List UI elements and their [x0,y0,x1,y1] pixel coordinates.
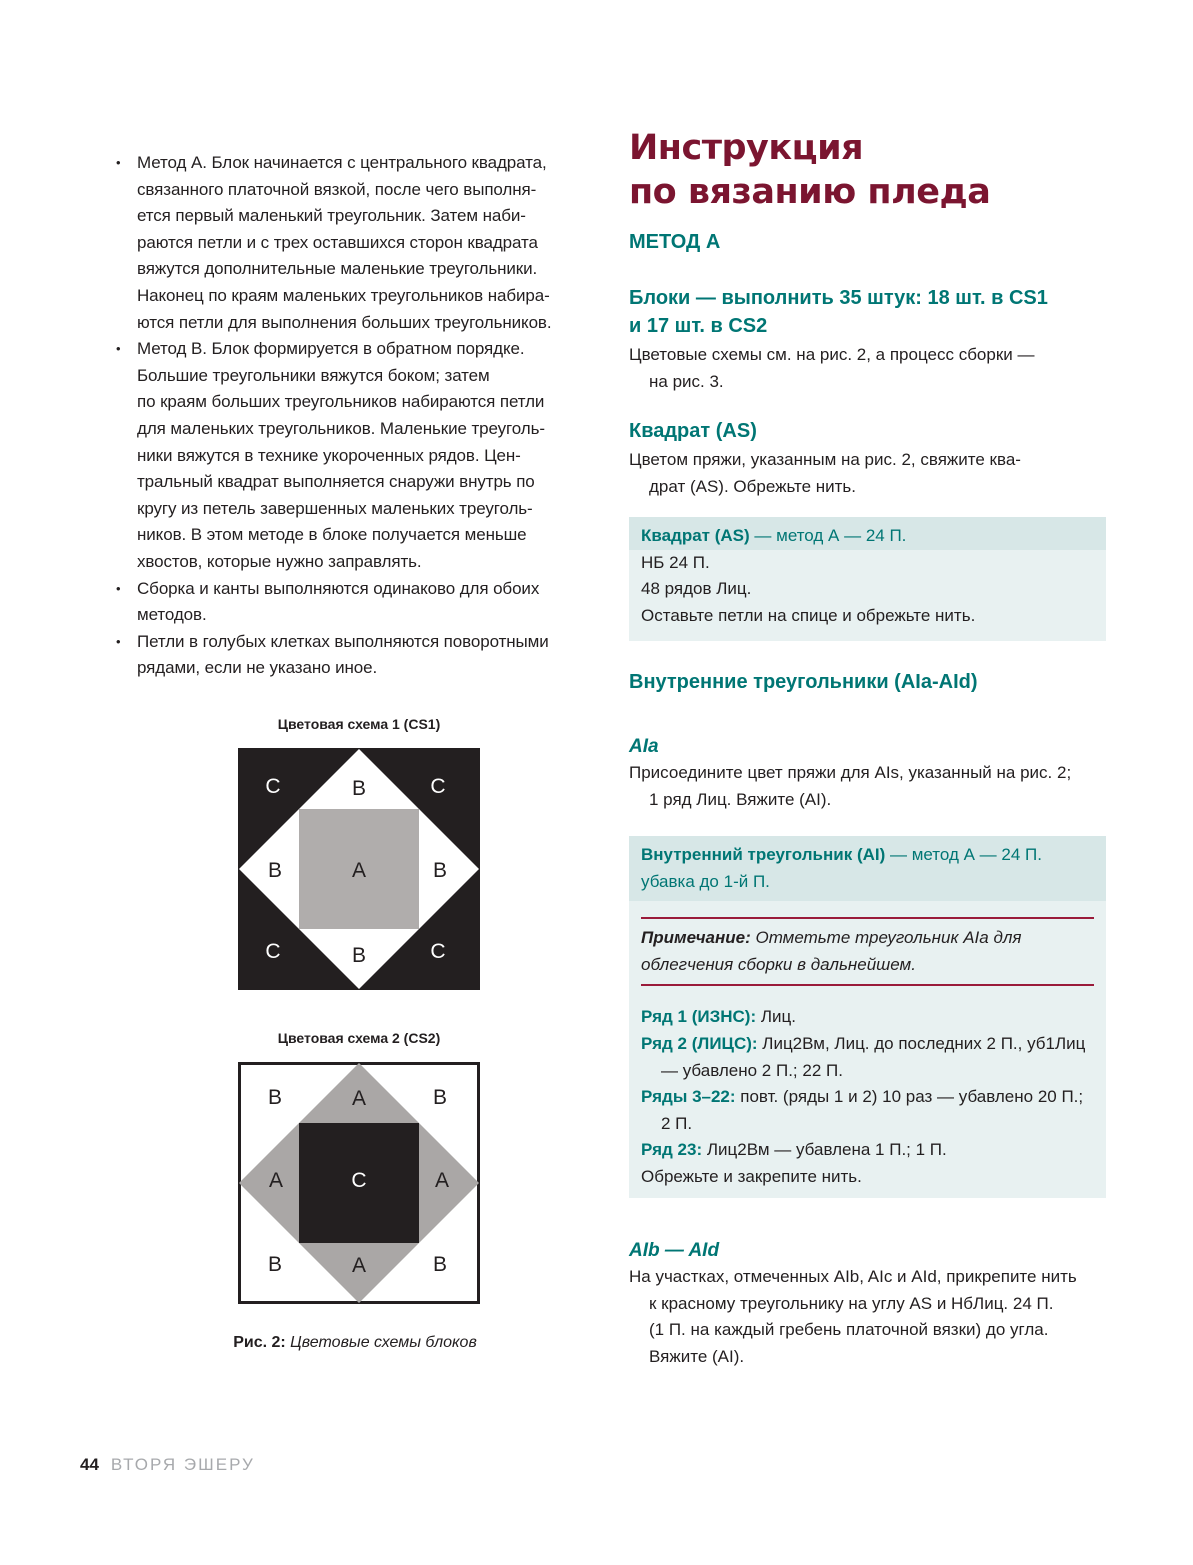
corner-label: B [267,1253,283,1276]
text-line: драт (AS). Обрежьте нить. [649,476,857,496]
page-title [629,126,1109,214]
edge-label: B [267,859,283,882]
note-block [641,917,1094,986]
center-label: A [351,859,367,882]
corner-label: B [267,1086,283,1109]
row-text: Лиц2Вм, Лиц. до последних 2 П., уб1Лиц — убавлено 2 П.; 22 П. [661,1033,1086,1080]
row-label: Ряды 3–22: [641,1087,736,1107]
bullet-method-a [114,150,604,336]
color-scheme-1-diagram [238,748,480,990]
box-header [629,517,1106,550]
text-line: • Сборка и канты выполняются одинаково для обоих [137,578,540,598]
text-line: хвостов, которые нужно заправлять. [137,551,422,571]
box-body [629,550,1106,630]
bullet-assembly [114,576,604,629]
corner-label: C [430,775,446,798]
text-line: 1 ряд Лиц. Вяжите (AI). [649,789,832,809]
row-label: Ряд 23: [641,1140,703,1160]
row-text: Лиц2Вм — убавлена 1 П.; 1 П. [702,1140,947,1160]
box-header-bold: Внутренний треугольник (AI) [641,845,886,864]
bullet-method-b [114,336,604,575]
text-line: Вяжите (AI). [649,1346,745,1366]
bullet-blue-cells [114,629,604,682]
figure-2-title: Цветовая схема 2 (CS2) [277,1030,441,1046]
instruction-line: Оставьте петли на спице и обрежьте нить. [641,605,976,625]
text-line: на рис. 3. [649,371,724,391]
blocks-heading: Блоки — выполнить 35 штук: 18 шт. в CS1 [629,287,1048,309]
note-text: Отметьте треугольник AIa для [750,928,1022,948]
center-label: C [351,1169,367,1192]
inner-triangles-heading: Внутренние треугольники (AIa-AId) [629,671,978,693]
text-line: На участках, отмеченных AIb, AIc и AId, прикрепите нить [629,1267,1077,1286]
text-line: Цветовые схемы см. на рис. 2, а процесс сборки — [629,345,1035,364]
text-line: к красному треугольнику на углу AS и НбЛиц. 24 П. [649,1293,1054,1313]
page-number: 44 [80,1455,99,1474]
text-line: связанного платочной вязкой, после чего выполня- [137,179,537,199]
text-line: рядами, если не указано иное. [137,658,378,678]
text-line: ников. В этом методе в блоке получается меньше [137,525,527,545]
color-scheme-1 [238,748,480,990]
text-line: тральный квадрат выполняется снаружи внутрь по [137,472,535,492]
corner-label: C [265,940,281,963]
color-scheme-2 [238,1062,480,1304]
edge-label: A [351,1087,367,1110]
row-label: Ряд 2 (ЛИЦС): [641,1033,758,1053]
instruction-line: Обрежьте и закрепите нить. [641,1166,862,1186]
aia-heading: AIa [629,736,659,757]
corner-label: B [432,1086,448,1109]
text-line: по краям больших треугольников набираются петли [137,392,545,412]
aib-section [629,1240,1109,1370]
box-header [629,836,1106,901]
text-line: • Метод А. Блок начинается с центрального квадрата, [137,153,547,172]
row-instruction [641,1004,1094,1031]
blocks-heading: и 17 шт. в CS2 [629,315,768,337]
row-label: Ряд 1 (ИЗНС): [641,1007,757,1027]
caption-label: Рис. 2: [233,1334,286,1351]
text-line: Присоедините цвет пряжи для AIs, указанный на рис. 2; [629,763,1072,782]
title-line: Инструкция [629,128,864,168]
left-column [114,150,604,682]
figure-caption [160,1334,550,1352]
corner-label: B [432,1253,448,1276]
square-instructions-box [629,517,1106,641]
figure-1-title: Цветовая схема 1 (CS1) [277,716,441,732]
edge-label: A [268,1169,284,1192]
square-heading: Квадрат (AS) [629,420,757,442]
text-line: методов. [137,605,207,625]
corner-label: C [430,940,446,963]
text-line: кругу из петель завершенных маленьких треуголь- [137,498,533,518]
edge-label: B [432,859,448,882]
edge-label: A [351,1254,367,1277]
book-title: ВТОРЯ ЭШЕРУ [110,1455,255,1474]
row-text: повт. (ряды 1 и 2) 10 раз — убавлено 20 П.; 2 П. [661,1087,1084,1133]
text-line: • Метод В. Блок формируется в обратном порядке. [137,339,525,359]
instruction-line: 48 рядов Лиц. [641,579,752,599]
method-heading: МЕТОД А [629,231,721,253]
text-line: Наконец по краям маленьких треугольников набира- [137,285,550,305]
instruction-line: НБ 24 П. [641,552,710,572]
edge-label: A [434,1169,450,1192]
aib-text [629,1264,1109,1370]
note-label: Примечание: [641,928,751,948]
blocks-text [629,342,1109,395]
inner-triangle-box [629,836,1106,1198]
right-column [629,126,1109,1366]
box-header-bold: Квадрат (AS) [641,526,750,545]
text-line: для маленьких треугольников. Маленькие треуголь- [137,418,545,438]
row-instruction [641,1137,1094,1164]
square-text [629,447,1109,500]
text-line: • Петли в голубых клетках выполняются поворотными [137,631,549,651]
caption-text: Цветовые схемы блоков [290,1334,477,1351]
page-footer [80,1455,255,1475]
text-line: раются петли и с трех оставшихся сторон квадрата [137,232,538,252]
text-line: Большие треугольники вяжутся боком; затем [137,365,490,385]
text-line: (1 П. на каждый гребень платочной вязки) до угла. [649,1320,1049,1340]
method-notes-list [114,150,604,682]
note-text: облегчения сборки в дальнейшем. [641,954,916,974]
row-instruction [641,1031,1094,1084]
row-instruction [641,1084,1094,1137]
box-header-rest: — метод А — 24 П. [885,845,1042,864]
text-line: ются петли для выполнения больших треугольников. [137,312,552,332]
row-text: Лиц. [756,1007,796,1027]
blocks-section [629,284,1109,395]
box-header-line2: убавка до 1-й П. [641,871,770,891]
rows-list [629,1004,1106,1190]
edge-label: B [351,777,367,800]
square-section [629,417,1109,500]
text-line: Цветом пряжи, указанным на рис. 2, свяжите ква- [629,450,1021,469]
corner-label: C [265,775,281,798]
aia-text [629,760,1109,813]
edge-label: B [351,944,367,967]
text-line: ники вяжутся в технике укороченных рядов. Цен- [137,445,521,465]
aib-heading: AIb — AId [629,1240,720,1261]
box-header-rest: — метод А — 24 П. [749,526,907,545]
color-scheme-2-diagram [238,1062,480,1304]
text-line: ется первый маленький треугольник. Затем наби- [137,206,526,226]
aia-section [629,736,1109,813]
text-line: вяжутся дополнительные маленькие треугольники. [137,259,538,279]
title-line: по вязанию пледа [629,172,991,212]
